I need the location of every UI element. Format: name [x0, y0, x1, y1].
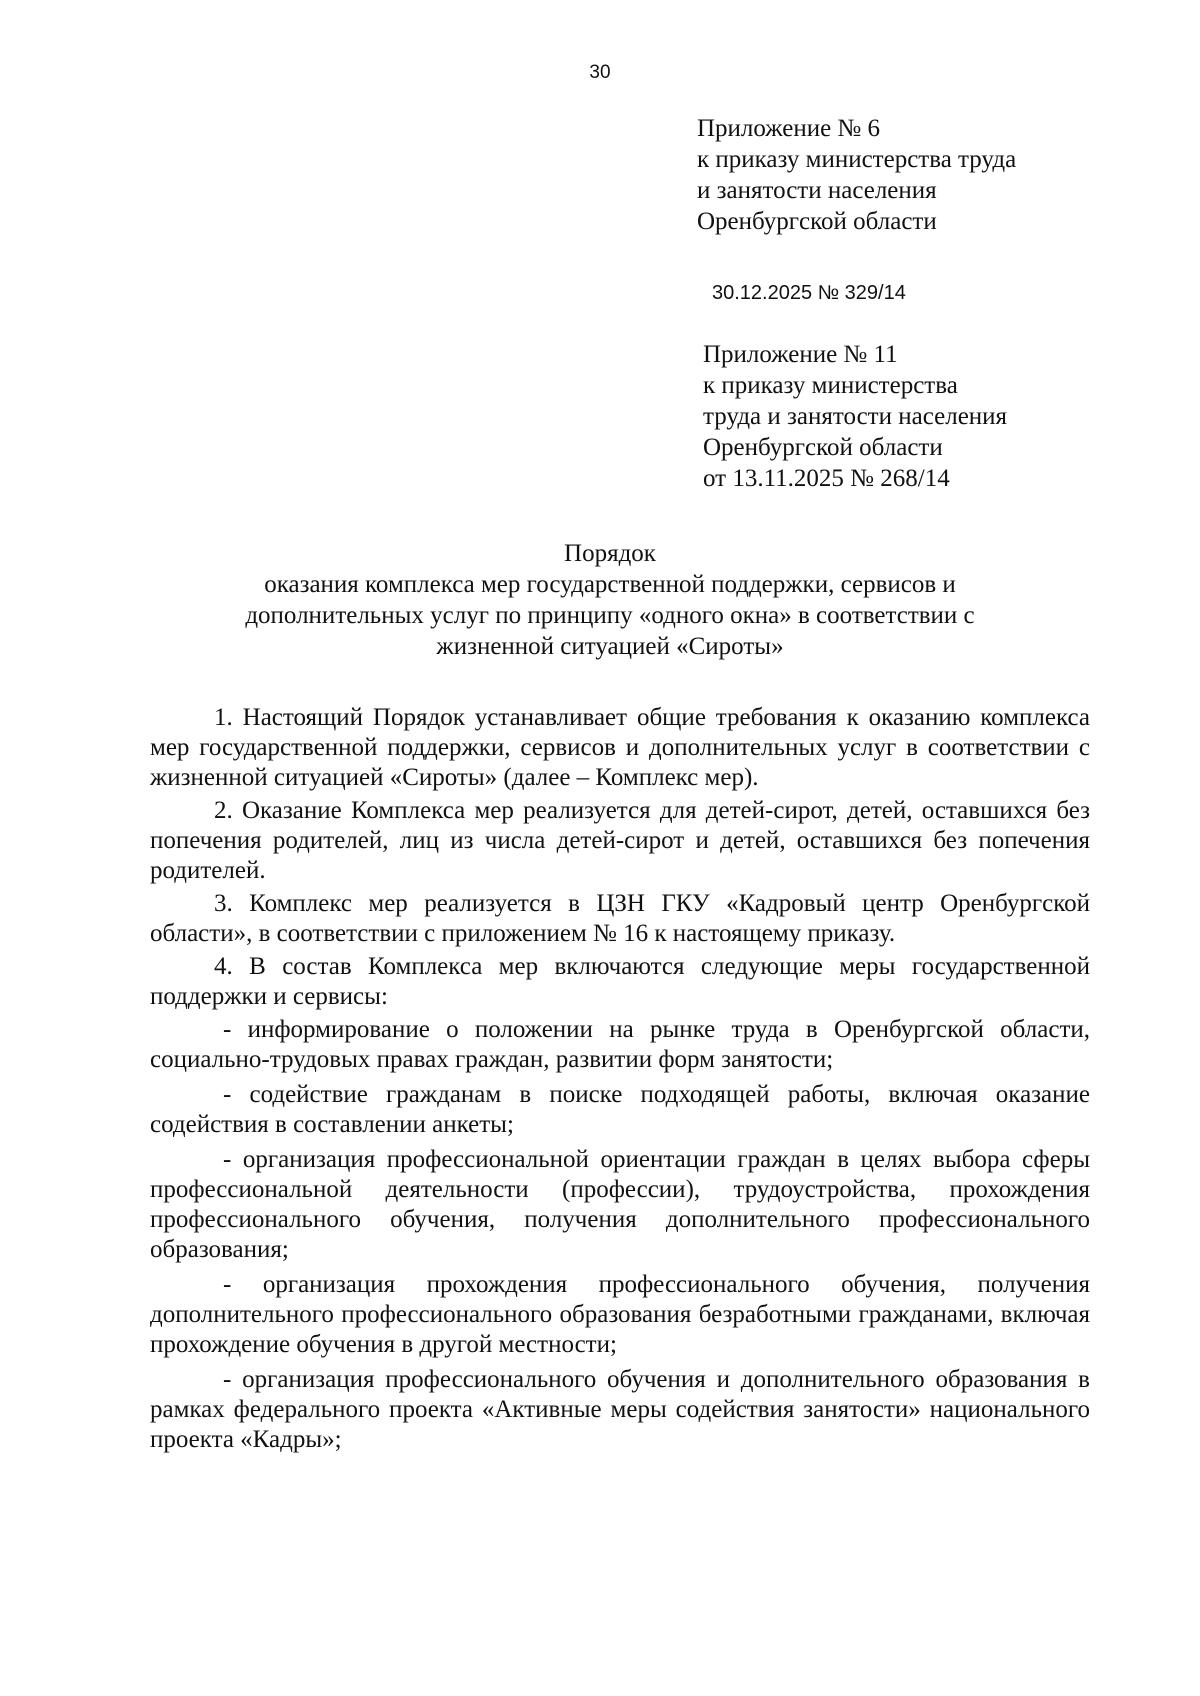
appendix-11-line-2: к приказу министерства [703, 372, 958, 399]
appendix-6-line-3: и занятости населения [697, 177, 937, 204]
paragraph-3: 3. Комплекс мер реализуется в ЦЗН ГКУ «Кадровый центр Оренбургской области», в соответствии с приложением № 16 к настоящему приказу. [150, 890, 1090, 947]
order-date-number: 30.12.2025 № 329/14 [712, 282, 906, 304]
appendix-6-line-1: Приложение № 6 [697, 115, 881, 142]
appendix-6-header [697, 113, 1016, 237]
list-item-1: - информирование о положении на рынке труда в Оренбургской области, социально-трудовых правах граждан, развитии форм занятости; [150, 1016, 1090, 1073]
title-line-2: дополнительных услуг по принципу «одного окна» в соответствии с [245, 602, 975, 629]
document-body [150, 703, 1090, 1460]
appendix-6-line-2: к приказу министерства труда [697, 146, 1017, 173]
title-line-3: жизненной ситуацией «Сироты» [436, 633, 784, 660]
appendix-11-line-4: Оренбургской области [703, 434, 943, 461]
list-item-5: - организация профессионального обучения и дополнительного образования в рамках федерального проекта «Активные меры содействия занятости» национального проекта «Кадры»; [150, 1366, 1090, 1453]
list-item-2: - содействие гражданам в поиске подходящей работы, включая оказание содействия в составлении анкеты; [150, 1081, 1090, 1138]
appendix-6-line-4: Оренбургской области [697, 208, 937, 235]
title-heading: Порядок [564, 540, 656, 567]
appendix-11-header [703, 339, 1007, 494]
paragraph-1: 1. Настоящий Порядок устанавливает общие требования к оказанию комплекса мер государственной поддержки, сервисов и дополнительных услуг в соответствии с жизненной ситуацией «Сироты» (далее – Комплекс мер). [150, 704, 1090, 791]
list-item-3: - организация профессиональной ориентации граждан в целях выбора сферы профессиональной деятельности (профессии), трудоустройства, прохождения профессионального обучения, получения дополнительного профессионального образования; [150, 1146, 1090, 1263]
title-line-1: оказания комплекса мер государственной поддержки, сервисов и [264, 571, 956, 598]
appendix-11-line-5: от 13.11.2025 № 268/14 [703, 465, 950, 492]
paragraph-2: 2. Оказание Комплекса мер реализуется для детей-сирот, детей, оставшихся без попечения родителей, лиц из числа детей-сирот и детей, оставшихся без попечения родителей. [150, 797, 1090, 884]
page-number: 30 [589, 62, 611, 83]
paragraph-4: 4. В состав Комплекса мер включаются следующие меры государственной поддержки и сервисы: [150, 953, 1090, 1010]
list-item-4: - организация прохождения профессионального обучения, получения дополнительного профессионального образования безработными гражданами, включая прохождение обучения в другой местности; [150, 1271, 1090, 1358]
appendix-11-line-3: труда и занятости населения [703, 403, 1008, 430]
document-title [150, 538, 1070, 662]
appendix-11-line-1: Приложение № 11 [703, 341, 898, 368]
